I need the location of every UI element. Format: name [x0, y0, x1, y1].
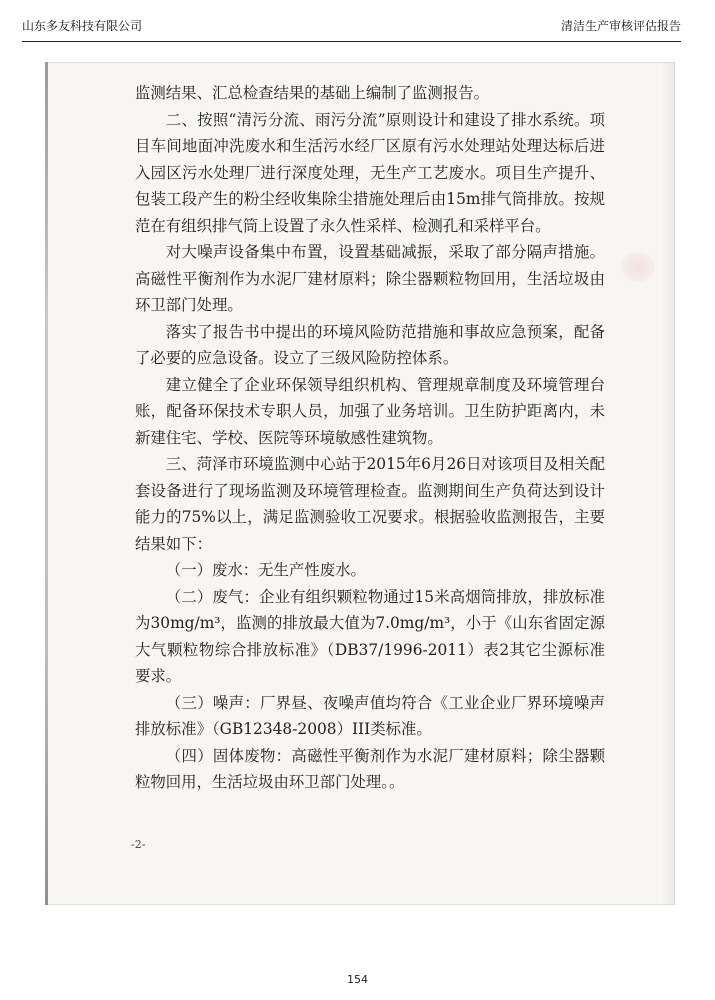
header-rule	[22, 41, 681, 42]
paragraph-9: （三）噪声：厂界昼、夜噪声值均符合《工业企业厂界环境噪声排放标准》（GB12348-2008）III类标准。	[135, 693, 605, 738]
scan-edge	[45, 62, 48, 905]
company-name: 山东多友科技有限公司	[22, 19, 143, 33]
paragraph-5: 建立健全了企业环保领导组织机构、管理规章制度及环境管理台账，配备环保技术专职人员，加强了业务培训。卫生防护距离内，未新建住宅、学校、医院等环境敏感性建筑物。	[135, 375, 605, 447]
paragraph-8: （二）废气：企业有组织颗粒物通过15米高烟筒排放，排放标准为30mg/m³，监测的排放最大值为7.0mg/m³，小于《山东省固定源大气颗粒物综合排放标准》（DB37/1996-2011）表2其它尘源标准要求。	[135, 587, 605, 685]
paragraph-7: （一）废水：无生产性废水。	[165, 561, 366, 579]
stamp-bleed-mark	[621, 252, 655, 282]
footer-page-number: 154	[347, 973, 368, 986]
report-title: 清洁生产审核评估报告	[560, 19, 681, 33]
paragraph-10: （四）固体废物：高磁性平衡剂作为水泥厂建材原料；除尘器颗粒物回用，生活垃圾由环卫部门处理。。	[135, 746, 605, 791]
paragraph-4: 落实了报告书中提出的环境风险防范措施和事故应急预案，配备了必要的应急设备。设立了三级风险防控体系。	[135, 322, 605, 367]
scan-shadow	[661, 62, 675, 905]
paragraph-6: 三、菏泽市环境监测中心站于2015年6月26日对该项目及相关配套设备进行了现场监测及环境管理检查。监测期间生产负荷达到设计能力的75%以上，满足监测验收工况要求。根据验收监测报告，主要结果如下：	[135, 455, 605, 553]
paragraph-2: 二、按照“清污分流、雨污分流”原则设计和建设了排水系统。项目车间地面冲洗废水和生活污水经厂区原有污水处理站处理达标后进入园区污水处理厂进行深度处理，无生产工艺废水。项目生产提升、包装工段产生的粉尘经收集除尘措施处理后由15m排气筒排放。按规范在有组织排气筒上设置了永久性采样、检测孔和采样平台。	[135, 110, 605, 235]
scanned-page	[45, 62, 675, 905]
document-body	[135, 80, 605, 796]
paragraph-1: 监测结果、汇总检查结果的基础上编制了监测报告。	[135, 84, 489, 102]
inner-page-number: -2-	[131, 838, 146, 851]
paragraph-3: 对大噪声设备集中布置，设置基础减振，采取了部分隔声措施。高磁性平衡剂作为水泥厂建材原料；除尘器颗粒物回用，生活垃圾由环卫部门处理。	[135, 243, 605, 314]
